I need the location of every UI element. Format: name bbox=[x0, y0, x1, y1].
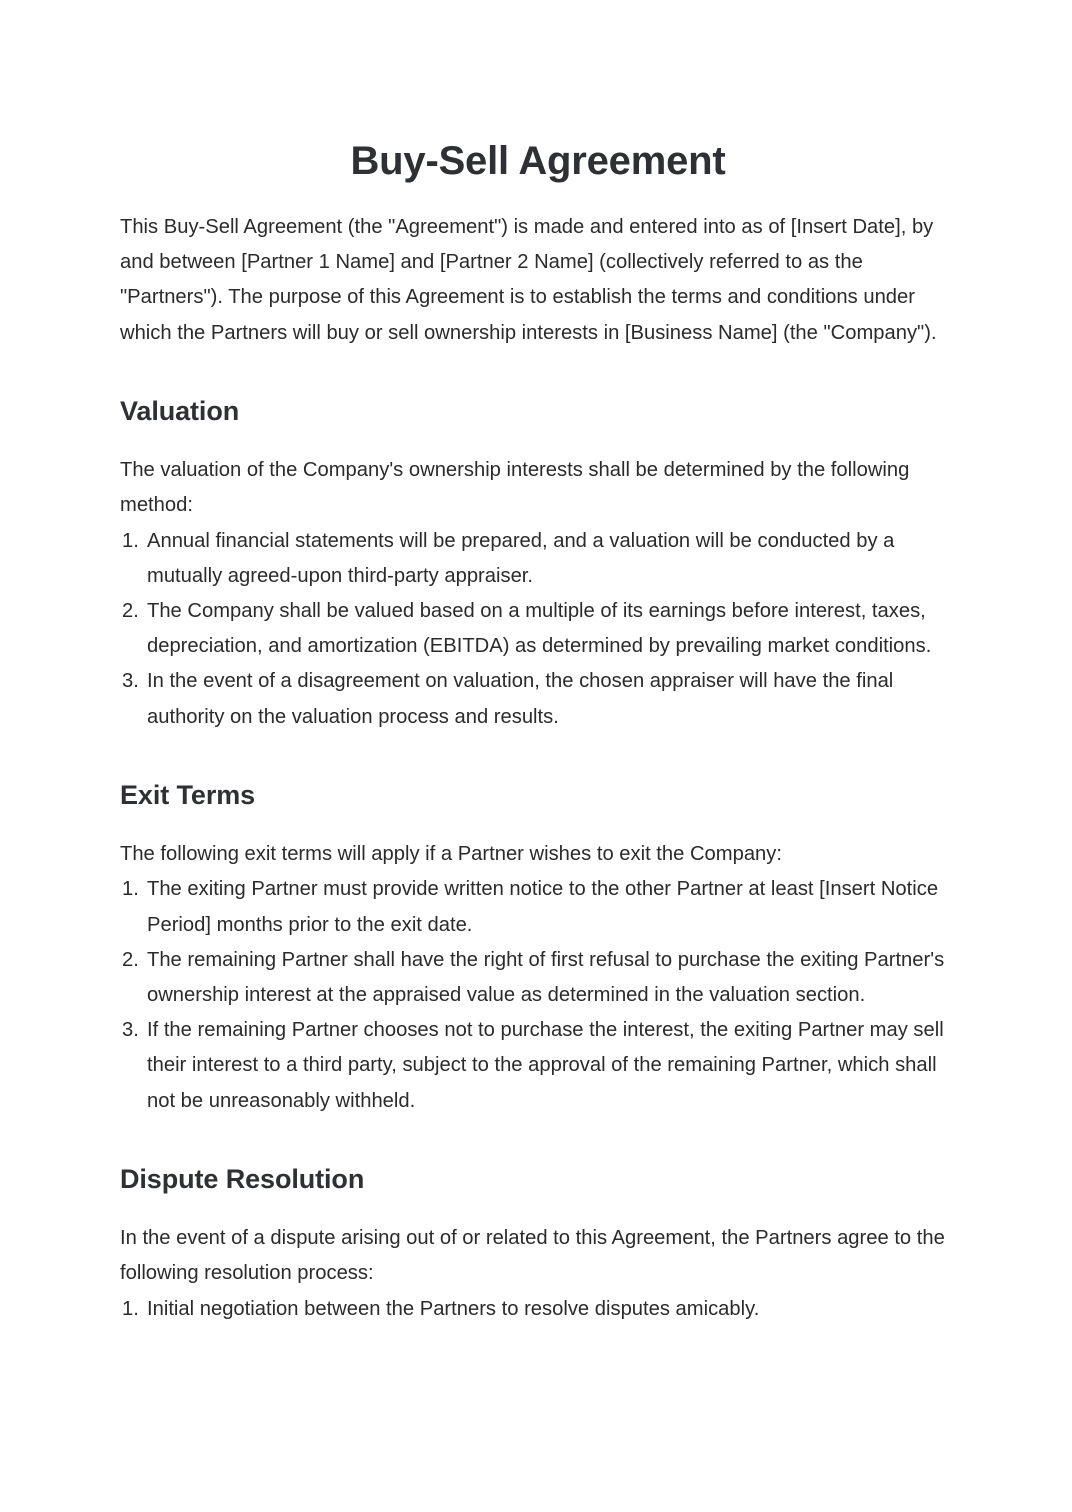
list-item: The Company shall be valued based on a multiple of its earnings before interest, taxes, depreciation, and amortization (EBITDA) as determined by prevailing market conditions. bbox=[147, 600, 932, 658]
list-item: If the remaining Partner chooses not to purchase the interest, the exiting Partner may sell their interest to a third party, subject to the approval of the remaining Partner, which shall not be unreasonably withheld. bbox=[147, 1019, 944, 1112]
list-dispute-resolution bbox=[120, 1292, 956, 1327]
page-title: Buy-Sell Agreement bbox=[350, 139, 726, 183]
section-dispute-resolution bbox=[120, 1163, 956, 1327]
list-item: The exiting Partner must provide written notice to the other Partner at least [Insert Notice Period] months prior to the exit date. bbox=[147, 878, 939, 936]
section-exit-terms bbox=[120, 779, 956, 1119]
intro-paragraph: This Buy-Sell Agreement (the "Agreement") is made and entered into as of [Insert Date], by and between [Partner 1 Name] and [Partner 2 Name] (collectively referred to as the "Partners"). The purpose of this Agreement is to establish the terms and conditions under which the Partners will buy or sell ownership interests in [Business Name] (the "Company"). bbox=[120, 216, 937, 344]
section-intro-dispute-resolution: In the event of a dispute arising out of or related to this Agreement, the Partners agree to the following resolution process: bbox=[120, 1227, 945, 1285]
section-heading-exit-terms: Exit Terms bbox=[120, 779, 256, 810]
list-item: In the event of a disagreement on valuation, the chosen appraiser will have the final authority on the valuation process and results. bbox=[147, 670, 894, 728]
list-item: Annual financial statements will be prepared, and a valuation will be conducted by a mutually agreed-upon third-party appraiser. bbox=[147, 529, 895, 587]
list-item: The remaining Partner shall have the right of first refusal to purchase the exiting Partner's ownership interest at the appraised value as determined in the valuation section. bbox=[147, 948, 945, 1007]
list-item: Initial negotiation between the Partners to resolve disputes amicably. bbox=[147, 1297, 760, 1320]
section-intro-valuation: The valuation of the Company's ownership interests shall be determined by the following method: bbox=[120, 459, 910, 517]
list-exit-terms bbox=[120, 872, 956, 1118]
document-body bbox=[120, 138, 956, 1327]
list-valuation bbox=[120, 524, 956, 735]
section-intro-exit-terms: The following exit terms will apply if a Partner wishes to exit the Company: bbox=[120, 843, 782, 866]
section-heading-valuation: Valuation bbox=[120, 395, 240, 426]
section-heading-dispute-resolution: Dispute Resolution bbox=[120, 1163, 365, 1194]
section-valuation bbox=[120, 395, 956, 735]
